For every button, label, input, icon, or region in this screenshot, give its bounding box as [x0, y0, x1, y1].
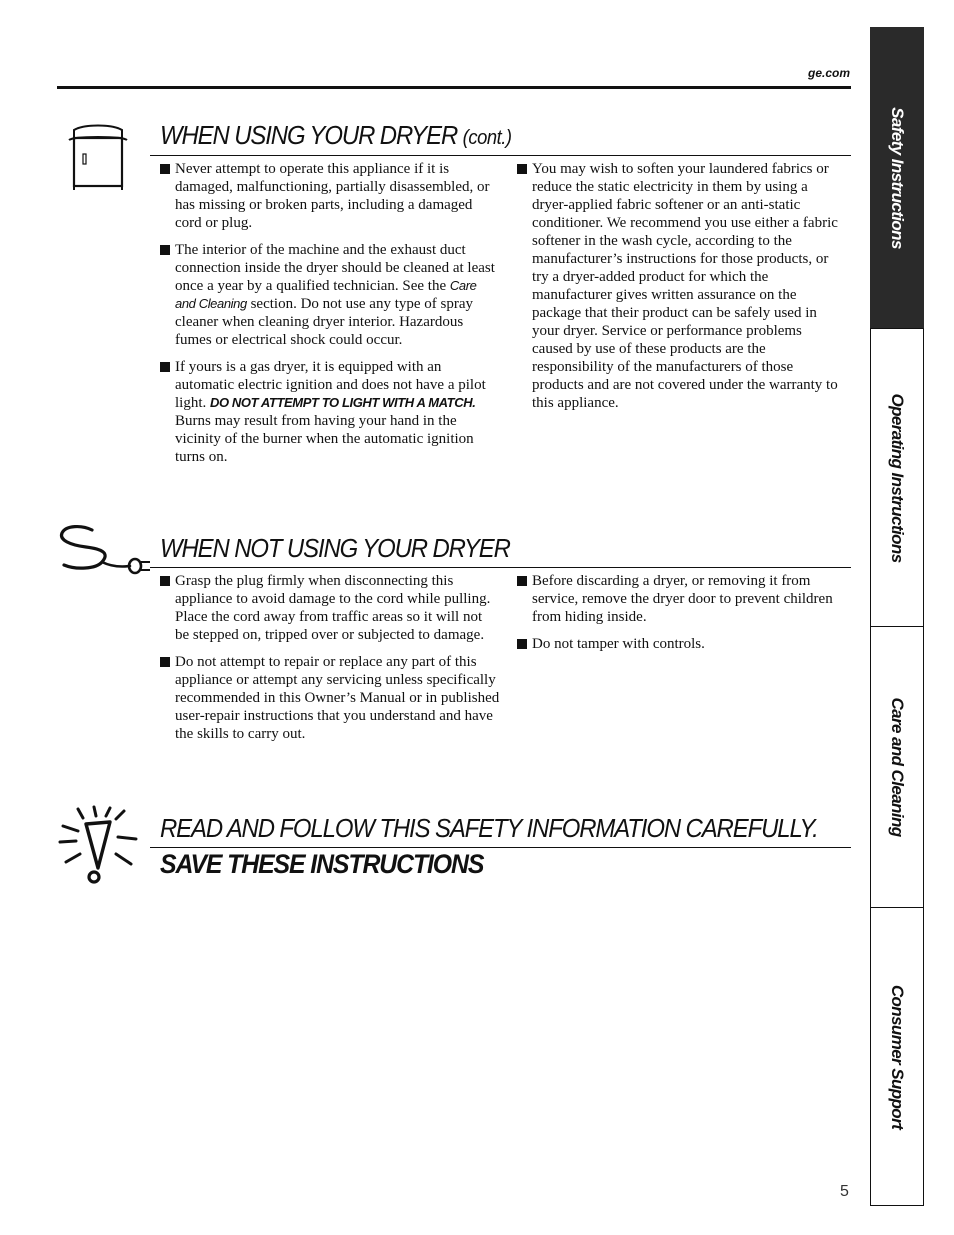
bullet-text: Before discarding a dryer, or removing it from service, remove the dryer door to prevent children from hiding inside.: [532, 573, 833, 625]
section-rule: [150, 155, 851, 156]
bullet-square-icon: [160, 362, 170, 372]
bullet-text: You may wish to soften your laundered fabrics or reduce the static electricity in them by using a dryer-applied fabric softener or an anti-static conditioner. We recommend you use either a fabric softener in the wash cycle, according to the manufacturer’s instructions for those products, or try a dryer-added product for which the manufacturer gives written assurance on the package that their product can be safely used in your dryer. Service or performance problems caused by use of these products are the responsibility of the manufacturers of those products and are not covered under the warranty to this appliance.: [532, 161, 838, 411]
bullet-square-icon: [160, 657, 170, 667]
safety-heading: READ AND FOLLOW THIS SAFETY INFORMATION CAREFULLY.: [160, 813, 818, 843]
bullet-text: If yours is a gas dryer, it is equipped with an automatic electric ignition and does not have a pilot light.: [175, 359, 486, 411]
bullet-text: Grasp the plug firmly when disconnecting this appliance to avoid damage to the cord while pulling. Place the cord away from traffic areas so it will not be stepped on, tripped over or subjected to damage.: [175, 573, 491, 643]
tab-label: Operating Instructions: [888, 392, 907, 563]
bullet-item: [517, 160, 843, 412]
gas-warning: DO NOT ATTEMPT TO LIGHT WITH A MATCH.: [210, 395, 476, 410]
dryer-icon: [66, 122, 130, 194]
bullet-text: Burns may result from having your hand in the vicinity of the burner when the automatic ignition turns on.: [175, 413, 474, 465]
bullet-item: [517, 635, 843, 653]
bullet-text: Do not attempt to repair or replace any part of this appliance or attempt any servicing unless specifically recommended in this Owner’s Manual or in published user-repair instructions that you understand and have the skills to carry out.: [175, 654, 500, 742]
page-number: 5: [840, 1183, 849, 1200]
bullet-square-icon: [160, 576, 170, 586]
not-using-right-column: [517, 572, 843, 662]
bullet-item: [160, 653, 500, 743]
using-right-column: [517, 160, 843, 421]
tab-label: Consumer Support: [888, 984, 907, 1129]
bullet-square-icon: [517, 639, 527, 649]
tab-label: Care and Cleaning: [888, 697, 907, 837]
exclamation-warning-icon: [58, 804, 138, 886]
bullet-item: [160, 572, 500, 644]
bullet-item: [160, 160, 500, 232]
bullet-square-icon: [517, 576, 527, 586]
bullet-item: [160, 241, 500, 349]
tab-label: Safety Instructions: [888, 106, 907, 249]
bullet-square-icon: [517, 164, 527, 174]
using-left-column: [160, 160, 500, 475]
bullet-text: Do not tamper with controls.: [532, 636, 705, 652]
save-instructions-heading: SAVE THESE INSTRUCTIONS: [160, 849, 484, 879]
bullet-item: [160, 358, 500, 466]
section-rule: [150, 847, 851, 848]
sidebar-tabs: [870, 27, 926, 1206]
bullet-item: [517, 572, 843, 626]
bullet-text: The interior of the machine and the exhaust duct connection inside the dryer should be cleaned at least once a year by a qualified technician. See the: [175, 242, 495, 294]
section-title-main: WHEN USING YOUR DRYER: [160, 120, 458, 150]
section-rule: [150, 567, 851, 568]
not-using-left-column: [160, 572, 500, 752]
bullet-text: section. Do not use any type of spray cleaner when cleaning dryer interior. Hazardous fumes or electrical shock could occur.: [175, 296, 474, 348]
tab-operating-instructions[interactable]: [870, 328, 924, 627]
site-url: ge.com: [807, 66, 850, 80]
bullet-square-icon: [160, 245, 170, 255]
section-title-when-using: [160, 120, 512, 151]
tab-care-and-cleaning[interactable]: [870, 626, 924, 908]
bullet-square-icon: [160, 164, 170, 174]
care-and-cleaning-reference: Care and Cleaning: [175, 278, 477, 311]
tab-consumer-support[interactable]: [870, 907, 924, 1206]
bullet-text: Never attempt to operate this appliance if it is damaged, malfunctioning, partially disassembled, or has missing or broken parts, including a damaged cord or plug.: [175, 161, 490, 231]
power-cord-plug-icon: [56, 518, 156, 582]
top-rule: [57, 86, 851, 89]
tab-safety-instructions[interactable]: [870, 27, 924, 328]
section-title-when-not-using: WHEN NOT USING YOUR DRYER: [160, 533, 510, 563]
section-title-suffix: (cont.): [462, 127, 512, 149]
